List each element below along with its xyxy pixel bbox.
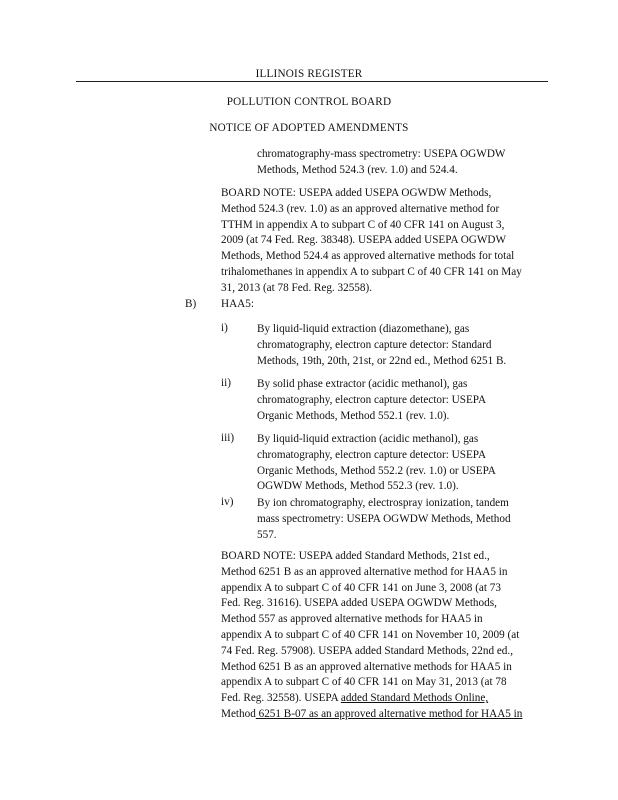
text-line: Methods, 19th, 20th, 21st, or 22nd ed., Method 6251 B. <box>257 354 507 367</box>
text-line: appendix A to subpart C of 40 CFR 141 on May 31, 2013 (at 78 <box>221 676 507 689</box>
text-line: chromatography, electron capture detector: USEPA <box>257 448 487 461</box>
header-rule <box>76 81 548 82</box>
inserted-text: added Standard Methods Online, <box>340 692 489 705</box>
item-iii-text <box>257 432 496 495</box>
item-iii-label: iii) <box>221 432 235 444</box>
text-line: Methods, Method 524.4 as approved alternative methods for total <box>221 250 515 263</box>
text-line: 74 Fed. Reg. 57908). USEPA added Standard Methods, 22nd ed., <box>221 644 513 657</box>
text-line <box>221 691 522 707</box>
text-line: By ion chromatography, electrospray ionization, tandem <box>257 497 509 509</box>
text-line: chromatography, electron capture detector: Standard <box>257 338 492 351</box>
board-note-tthm <box>221 186 522 297</box>
text-line: By liquid-liquid extraction (acidic methanol), gas <box>257 433 479 445</box>
text-line: chromatography, electron capture detector: USEPA <box>257 393 487 406</box>
item-iv-label: iv) <box>221 496 234 508</box>
text-line: 557. <box>257 528 277 541</box>
item-i-label: i) <box>221 322 228 334</box>
text-line: Method 6251 B as an approved alternative method for HAA5 in <box>221 565 508 578</box>
text-fragment: Fed. Reg. 32558). USEPA <box>221 692 341 705</box>
text-line: 31, 2013 (at 78 Fed. Reg. 32558). <box>221 281 373 294</box>
notice-title: NOTICE OF ADOPTED AMENDMENTS <box>209 122 409 134</box>
text-line: 2009 (at 74 Fed. Reg. 38348). USEPA added USEPA OGWDW <box>221 234 507 247</box>
text-line: chromatography-mass spectrometry: USEPA OGWDW <box>257 148 506 160</box>
section-b-title: HAA5: <box>221 298 254 310</box>
text-line: BOARD NOTE: USEPA added USEPA OGWDW Methods, <box>221 187 492 199</box>
inserted-text: 6251 B-07 as an approved alternative method for HAA5 in <box>255 707 523 720</box>
text-line: By liquid-liquid extraction (diazomethane), gas <box>257 323 470 335</box>
text-line: Method 6251 B as an approved alternative methods for HAA5 in <box>221 660 512 673</box>
item-ii-label: ii) <box>221 377 231 389</box>
text-line: mass spectrometry: USEPA OGWDW Methods, Method <box>257 512 511 525</box>
board-note-haa5 <box>221 549 522 723</box>
item-i-text <box>257 322 506 369</box>
board-name: POLLUTION CONTROL BOARD <box>226 96 392 108</box>
register-title: ILLINOIS REGISTER <box>255 68 363 80</box>
text-line: trihalomethanes in appendix A to subpart C of 40 CFR 141 on May <box>221 265 522 278</box>
text-line: appendix A to subpart C of 40 CFR 141 on June 3, 2008 (at 73 <box>221 581 501 594</box>
text-line: BOARD NOTE: USEPA added Standard Methods, 21st ed., <box>221 550 490 562</box>
text-line: Method 557 as approved alternative methods for HAA5 in <box>221 613 483 626</box>
text-line: Organic Methods, Method 552.1 (rev. 1.0). <box>257 409 450 422</box>
text-line: appendix A to subpart C of 40 CFR 141 on November 10, 2009 (at <box>221 628 520 641</box>
text-line <box>221 707 522 723</box>
text-line: Organic Methods, Method 552.2 (rev. 1.0) or USEPA <box>257 464 496 477</box>
top-item-continuation <box>257 147 505 179</box>
text-line: OGWDW Methods, Method 552.3 (rev. 1.0). <box>257 480 459 493</box>
text-line: By solid phase extractor (acidic methanol), gas <box>257 378 468 390</box>
text-line: TTHM in appendix A to subpart C of 40 CFR 141 on August 3, <box>221 218 505 231</box>
section-b-label: B) <box>185 298 197 310</box>
item-ii-text <box>257 377 486 424</box>
text-fragment: Method <box>221 707 256 720</box>
text-line: Method 524.3 (rev. 1.0) as an approved alternative method for <box>221 202 500 215</box>
text-line: Methods, Method 524.3 (rev. 1.0) and 524.4. <box>257 163 458 176</box>
item-iv-text <box>257 496 511 543</box>
text-line: Fed. Reg. 31616). USEPA added USEPA OGWDW Methods, <box>221 597 497 610</box>
